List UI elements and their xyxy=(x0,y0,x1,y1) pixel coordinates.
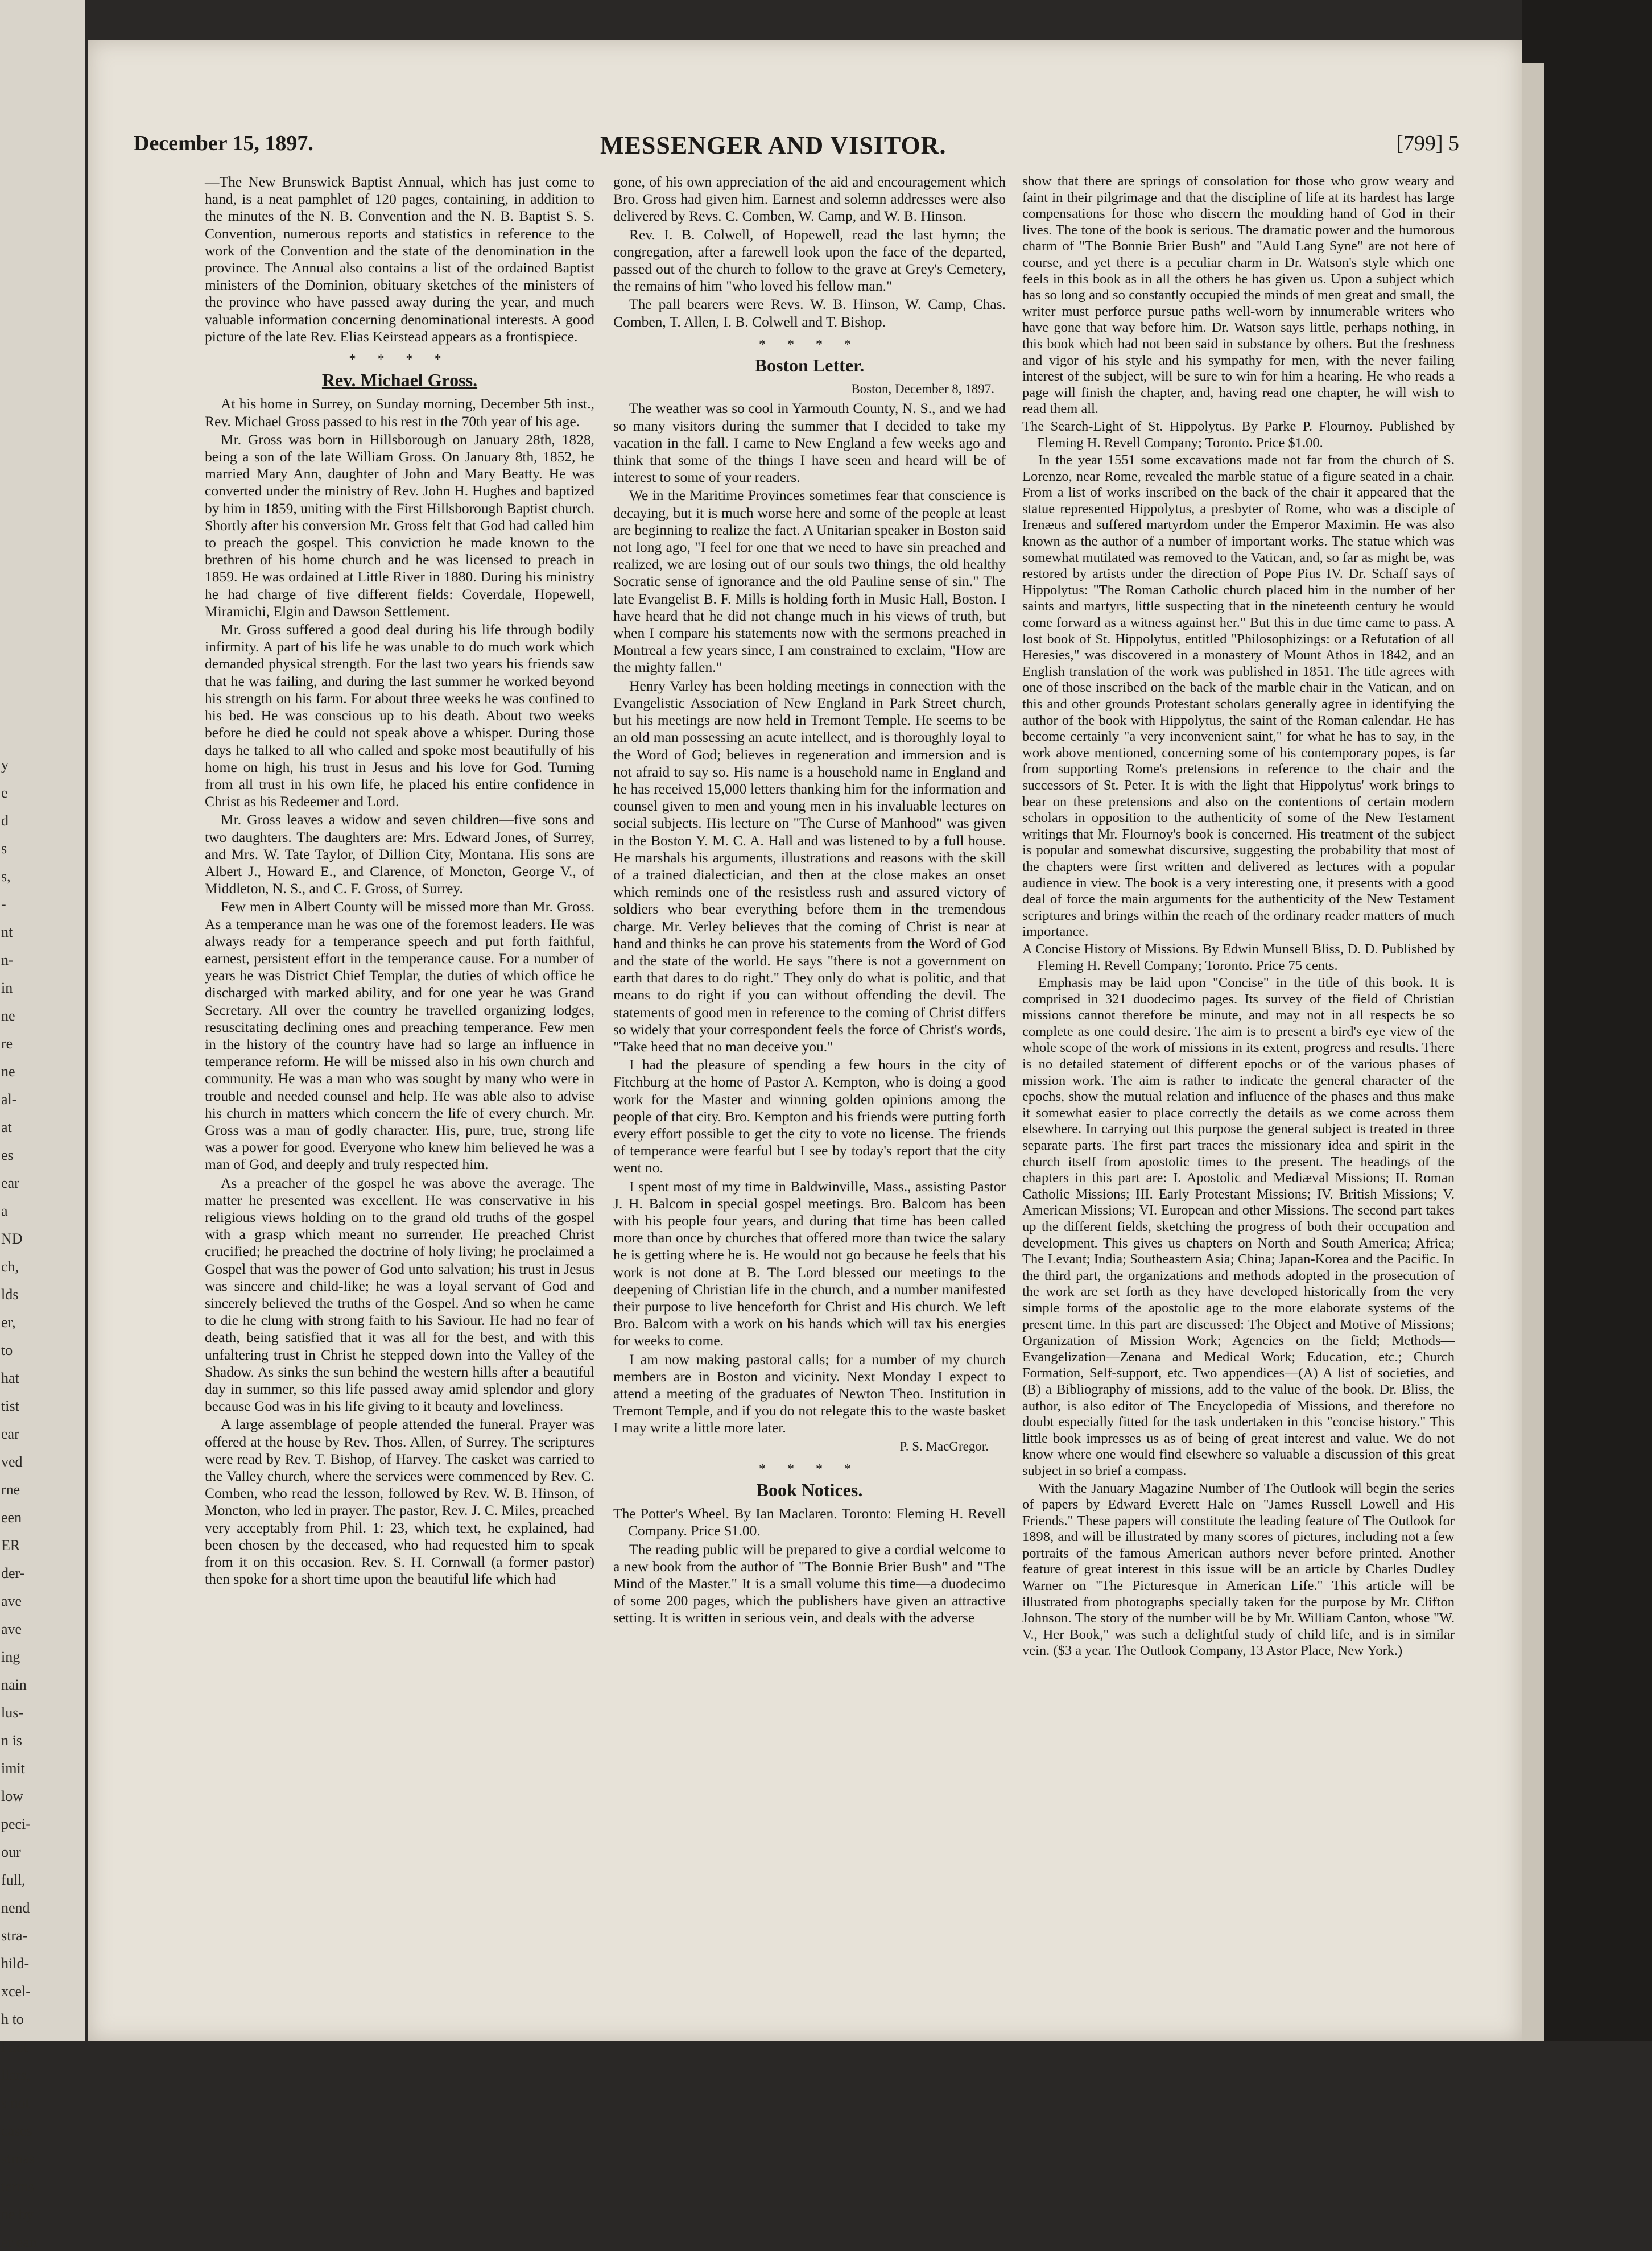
boston-letter-dateline: Boston, December 8, 1897. xyxy=(851,382,994,396)
obituary-continuation: Rev. I. B. Colwell, of Hopewell, read the last hymn; the congregation, after a farewell look upon the face of the departed, passed out of the church to follow to the grave at Grey's Cemetery, the remains of him "who loved his fellow man." xyxy=(613,226,1006,295)
gutter-text-fragment: een xyxy=(1,1509,22,1526)
annual-notice: —The New Brunswick Baptist Annual, which has just come to hand, is a neat pamphlet of 120 pages, containing, in addition to the minutes of the N. B. Convention and the N. B. Baptist S. S. Convention, numerous reports and statistics in reference to the work of the Convention and the state of the denomination in the province. The Annual also contains a list of the ordained Baptist ministers of the Dominion, obituary sketches of the ministers of the province who have passed away during the year, and much valuable information concerning denominational interests. A good picture of the late Rev. Elias Keirstead appears as a frontispiece. xyxy=(205,174,594,345)
issue-date: December 15, 1897. xyxy=(134,131,313,155)
gutter-text-fragment: stmas xyxy=(1,2150,35,2167)
gutter-text-fragment: ear xyxy=(1,1175,19,1191)
book-title: A Concise History of Missions. By Edwin Munsell Bliss, D. D. Published by Fleming H. Revell Company; Toronto. Price 75 cents. xyxy=(1022,941,1455,973)
gutter-text-fragment: n is xyxy=(1,1732,22,1749)
gutter-text-fragment: ved xyxy=(1,1453,23,1470)
column-2 xyxy=(613,174,1006,2022)
gutter-text-fragment: ing xyxy=(1,1649,20,1665)
obituary-paragraph: Mr. Gross suffered a good deal during his life through bodily infirmity. A part of his life he was unable to do much work which demanded physical strength. For the last two years his friends saw that he was failing, and during the last summer he worked beyond his strength on his farm. For about three weeks he was confined to his bed. He was conscious up to his death. About two weeks before he died he could not speak above a whisper. During those days he talked to all who called and spoke most beautifully of his home on high, his trust in Jesus and his love for God. Turning from all trust in his own life, he placed his entire confidence in Christ as his Redeemer and Lord. xyxy=(205,621,594,810)
book-review-paragraph: Emphasis may be laid upon "Concise" in the title of this book. It is comprised in 321 duodecimo pages. Its survey of the field of Christian missions cannot therefore be minute, and may not in all respects be so complete as one could desire. The aim is to present a bird's eye view of the whole scope of the work of missions in its extent, progress and results. There is no detailed statement of different epochs or of the various phases of mission work. The aim is rather to indicate the general character of the epochs, show the mutual relation and influence of the phases and thus make it somewhat easier to place correctly the details as we come across them elsewhere. In carrying out this purpose the general subject is treated in three separate parts. The first part traces the missionary idea and spirit in the church itself from apostolic times to the present. The headings of the chapters in this part are: I. Apostolic and Mediæval Missions; II. Roman Catholic Missions; III. Early Protestant Missions; IV. British Missions; V. American Missions; VI. European and other Missions. The second part takes up the different fields, sketching the progress of both their occupation and development. This gives us chapters on North and South America; Africa; The Levant; India; Southeastern Asia; China; Japan-Korea and the Pacific. In the third part, the organizations and methods adopted in the prosecution of the work are set forth as they have developed historically from the very simple forms of the apostolic age to the more elaborate systems of the present time. In this part are discussed: The Object and Motive of Missions; Organization of Mission Work; Agencies on the field; Methods—Evangelization—Zenana and Medical Work; Education, etc.; Church Formation, Self-support, etc. Two appendices—(A) A list of societies, and (B) a Bibliography of missions, add to the value of the book. Dr. Bliss, the author, is also editor of The Encyclopedia of Missions, and therefore no doubt especially fitted for the task undertaken in this "concise history." This little book impresses us as of being of great interest and value. We do not know where one would find elsewhere so valuable a discussion of this great subject in so brief a compass. xyxy=(1022,975,1455,1478)
gutter-text-fragment: xcel- xyxy=(1,1983,31,2000)
gutter-text-fragment: e xyxy=(1,784,8,801)
boston-letter-paragraph: Henry Varley has been holding meetings in connection with the Evangelistic Association of New England in Park Street church, but his meetings are now held in Tremont Temple. He seems to be an old man possessing an acute intellect, and is thoroughly loyal to the Word of God; believes in regeneration and immersion and is not afraid to say so. His name is a household name in England and he has received 15,000 letters thanking him for the information and counsel given to men and young men in his invaluable lectures on social subjects. His lecture on "The Curse of Manhood" was given in the Boston Y. M. C. A. Hall and was listened to by a full house. He marshals his arguments, illustrations and reasons with the skill of a trained dialectician, and then at the close makes an onset which reminds one of the resistless rush and assured victory of soldiers who bear everything before them in the tremendous charge. Mr. Verley believes that the coming of Christ is near at hand and thinks he can prove his statements from the Word of God and the state of the world. He says "there is not a government on earth that dares to do right." They only do what is politic, and that means to do right if you can without offending the devil. The statements of good men in reference to the coming of Christ differs so widely that your correspondent feels the force of Christ's words, "Take heed that no man deceive you." xyxy=(613,677,1006,1055)
gutter-text-fragment: ND xyxy=(1,1230,23,1247)
gutter-text-fragment: re xyxy=(1,1035,13,1052)
gutter-text-fragment: imit xyxy=(1,1760,25,1777)
gutter-text-fragment: our xyxy=(1,1844,21,1860)
gutter-text-fragment: lus- xyxy=(1,1704,23,1721)
gutter-text-fragment: ER xyxy=(1,1537,20,1554)
gutter-text-fragment: ch, xyxy=(1,1258,19,1275)
gutter-text-fragment: stra- xyxy=(1,1927,28,1944)
masthead xyxy=(134,131,1459,165)
gutter-text-fragment: rne xyxy=(1,1481,20,1498)
gutter-text-fragment: at xyxy=(1,1119,12,1135)
boston-letter-heading: Boston Letter. xyxy=(754,355,865,376)
book-review-paragraph: The reading public will be prepared to give a cordial welcome to a new book from the author of "The Bonnie Brier Bush" and "The Mind of the Master." It is a small volume this time—a duodecimo of some 200 pages, which the publishers have given an attractive setting. It is written in serious vein, and deals with the adverse xyxy=(613,1540,1006,1626)
gutter-text-fragment: - xyxy=(1,896,6,912)
gutter-text-fragment: s not xyxy=(1,2095,30,2111)
boston-letter-paragraph: We in the Maritime Provinces sometimes fear that conscience is decaying, but it is much worse here and some of the people at least are beginning to realize the fact. A Unitarian speaker in Boston said not long ago, "I feel for one that we need to have sin preached and realized, we are losing out of our souls two things, the old healthy Socratic sense of ignorance and the old Pauline sense of sin." The late Evangelist B. F. Mills is holding forth in Music Hall, Boston. I have heard that he did not change much in his views of truth, but when I compare his statements now with the sermons preached in Montreal a few years since, I am constrained to exclaim, "How are the mighty fallen." xyxy=(613,487,1006,676)
gutter-text-fragment: ne xyxy=(1,1007,15,1024)
book-notices-heading: Book Notices. xyxy=(756,1480,863,1501)
gutter-text-fragment: tist xyxy=(1,1398,19,1414)
gutter-text-fragment: llars, xyxy=(1,2067,31,2083)
obituary-paragraph: Few men in Albert County will be missed more than Mr. Gross. As a temperance man he was one of the foremost leaders. He was always ready for a temperance speech and put forth faithful, earnest, persistent effort in the temperance cause. For a number of years he was District Chief Templar, the duties of which office he discharged with marked ability, and for one year he was Grand Secretary. All over the country he travelled organizing lodges, resuscitating declining ones and preaching temperance. Few men in the history of the country have had so large an influence in temperance reform. He will be missed also in his own church and community. He was a man who was sought by many who were in trouble and needed counsel and help. He was able also to advise his church in matters which concern the life of every church. Mr. Gross was a man of godly character. His, pure, true, strong life was a power for good. Everyone who knew him believed he was a man of God, and deeply and truly respected him. xyxy=(205,898,594,1173)
gutter-text-fragment: hat xyxy=(1,1370,19,1386)
gutter-text-fragment: hild- xyxy=(1,1955,30,1972)
boston-letter-paragraph: I am now making pastoral calls; for a number of my church members are in Boston and vicinity. Next Monday I expect to attend a meeting of the graduates of Newton Theo. Institution in Tremont Temple, and if you do not relegate this to the waste basket I may write a little more later. xyxy=(613,1350,1006,1436)
gutter-text-fragment: d xyxy=(1,812,9,829)
obituary-heading: Rev. Michael Gross. xyxy=(321,370,478,391)
obituary-paragraph: At his home in Surrey, on Sunday morning, December 5th inst., Rev. Michael Gross passed to his rest in the 70th year of his age. xyxy=(205,395,594,429)
outlook-notice: With the January Magazine Number of The Outlook will begin the series of papers by Edward Everett Hale on "James Russell Lowell and His Friends." These papers will constitute the leading feature of The Outlook for 1898, and will be illustrated by many scores of pictures, including not a few portraits of the famous American authors never before printed. Another feature of great interest in this issue will be an article by Charles Dudley Warner on "The Picturesque in American Life." This article will be illustrated from photographs specially taken for the purpose by Mr. Clifton Johnson. The story of the number will be by Mr. William Canton, whose "W. V., Her Book," was such a delightful study of child life, and is in similar vein. ($3 a year. The Outlook Company, 13 Astor Place, New York.) xyxy=(1022,1480,1455,1659)
separator-stars: * * * * xyxy=(759,1461,860,1477)
gutter-text-fragment: ave xyxy=(1,1621,22,1637)
gutter-text-fragment: s xyxy=(1,840,7,857)
gutter-text-fragment: y xyxy=(1,757,9,773)
gutter-text-fragment: nend xyxy=(1,1899,30,1916)
obituary-paragraph: Mr. Gross leaves a widow and seven children—five sons and two daughters. The daughters are: Mrs. Edward Jones, of Surrey, and Mrs. W. Tate Taylor, of Dillion City, Montana. His sons are Albert J., Howard E., and Clarence, of Moncton, George V., of Middleton, N. S., and C. F. Gross, of Surrey. xyxy=(205,811,594,897)
gutter-text-fragment: ear xyxy=(1,1426,19,1442)
obituary-paragraph: Mr. Gross was born in Hillsborough on January 28th, 1828, being a son of the late William Gross. On January 8th, 1852, he married Mary Ann, daughter of John and Mary Beatty. He was converted under the ministry of Rev. John H. Hughes and baptized by him in 1859, uniting with the First Hillsborough Baptist church. Shortly after his conversion Mr. Gross felt that God had called him to preach the gospel. This conviction he made known to the brethren of his home church and he was licensed to preach in 1859. He was ordained at Little River in 1880. During his ministry he had charge of five different fields: Coverdale, Hopewell, Miramichi, Elgin and Dawson Settlement. xyxy=(205,431,594,619)
gutter-text-fragment: al- xyxy=(1,1091,17,1108)
gutter-text-fragment: es xyxy=(1,1147,14,1163)
adjacent-page-fragment xyxy=(0,0,85,2250)
newspaper-title: MESSENGER AND VISITOR. xyxy=(600,131,947,159)
boston-letter-signature: P. S. MacGregor. xyxy=(899,1439,989,1453)
gutter-text-fragment: a xyxy=(1,1203,8,1219)
gutter-text-fragment: n- xyxy=(1,952,14,968)
gutter-text-fragment: low xyxy=(1,1788,23,1804)
separator-stars: * * * * xyxy=(349,352,451,367)
boston-letter-paragraph: The weather was so cool in Yarmouth County, N. S., and we had so many visitors during the summer that I decided to take my vacation in the fall. I came to New England a few weeks ago and think that some of the things I have seen and heard will be of interest to some of your readers. xyxy=(613,400,1006,486)
page-number: [799] 5 xyxy=(1396,131,1459,155)
gutter-text-fragment: nain xyxy=(1,1676,27,1693)
gutter-text-fragment: l not xyxy=(1,2039,28,2055)
gutter-text-fragment: h to xyxy=(1,2011,24,2027)
gutter-text-fragment: er ean xyxy=(1,2234,37,2250)
obituary-paragraph: A large assemblage of people attended the funeral. Prayer was offered at the house by Rev. Thos. Allen, of Surrey. The scriptures were read by Rev. T. Bishop, of Harvey. The casket was carried to the Valley church, where the services were commenced by Rev. C. Comben, who read the lesson, followed by Rev. W. B. Hinson, of Moncton, who led in prayer. The pastor, Rev. J. C. Miles, preached very acceptably from Phil. 1: 23, which text, he explained, had been chosen by the deceased, who had requested him to speak from it on this occasion. Rev. S. H. Cornwall (a former pastor) then spoke for a short time upon the beautiful life which had xyxy=(205,1416,594,1588)
gutter-text-fragment: er, xyxy=(1,1314,16,1331)
separator-stars: * * * * xyxy=(759,337,860,352)
obituary-paragraph: As a preacher of the gospel he was above the average. The matter he presented was excellent. He was conservative in his religious views holding on to the grand old truths of the gospel with a grasp which meant no surrender. He preached Christ crucified; he preached the doctrine of holy living; he proclaimed a Gospel that was the power of God unto salvation; his trust in Jesus was sincere and child-like; he was a loyal servant of God and sincerely believed the truths of the Gospel. And so when he came to die he clung with strong faith to his Saviour. He had no fear of death, being satisfied that it was all for the best, and with this unfaltering trust in Christ he stepped down into the Valley of the Shadow. As sinks the sun behind the western hills after a beautiful day in summer, so this life passed away amid splendor and glory because God was in his life giving to it beauty and loveliness. xyxy=(205,1174,594,1415)
obituary-continuation: gone, of his own appreciation of the aid and encouragement which Bro. Gross had given him. Earnest and solemn addresses were also delivered by Revs. C. Comben, W. Camp, and W. B. Hinson. xyxy=(613,174,1006,225)
gutter-text-fragment: lds xyxy=(1,1286,19,1303)
boston-letter-paragraph: I had the pleasure of spending a few hours in the city of Fitchburg at the home of Pastor A. Kempton, who is doing a good work for the Master and winning golden opinions among the people of that city. Bro. Kempton and his friends were putting forth every effort possible to get the city to vote no license. The friends of temperance were fearful but I see by today's report that the city went no. xyxy=(613,1056,1006,1176)
column-1 xyxy=(205,174,594,2022)
gutter-text-fragment: full, xyxy=(1,1872,26,1888)
book-title: The Potter's Wheel. By Ian Maclaren. Toronto: Fleming H. Revell Company. Price $1.00. xyxy=(613,1505,1006,1539)
gutter-text-fragment: ne xyxy=(1,1063,15,1080)
gutter-text-fragment: der- xyxy=(1,1565,25,1581)
gutter-text-fragment: terms xyxy=(1,2178,34,2195)
gutter-text-fragment: peci- xyxy=(1,1816,31,1832)
gutter-text-fragment: cases xyxy=(1,2122,32,2139)
book-review-paragraph: In the year 1551 some excavations made not far from the church of S. Lorenzo, near Rome, revealed the marble statue of a figure seated in a chair. From a list of works inscribed on the back of the chair it appeared that the statue represented Hippolytus, a presbyter of Rome, who was a disciple of Irenæus and suffered martyrdom under the Emperor Maximin. He was also known as the author of a number of important works. The statue which was somewhat mutilated was removed to the Vatican, and, so far as might be, was restored by artists under the direction of Pope Pius IV. Dr. Schaff says of Hippolytus: "The Roman Catholic church placed him in the number of her saints and martyrs, little suspecting that in the nineteenth century he would come forward as a witness against her." But this in due time came to pass. A lost book of St. Hippolytus, entitled "Philosophizings: or a Refutation of all Heresies," was discovered in a monastery of Mount Athos in 1842, and an English translation of the work was published in 1851. The title agrees with one of those inscribed on the back of the marble chair in the Vatican, and on this and other grounds Protestant scholars generally agree in identifying the author of the book with Hippolytus, the saint of the Roman calendar. He has become certainly "a very inconvenient saint," for what he has to say, in the work above mentioned, concerning some of his contemporary popes, is far from supporting Rome's pretensions in reference to the chair and the successors of St. Peter. It is with the light that Hippolytus' work brings to bear on these pretensions and also on the contentions of certain modern scholars in opposition to the authenticity of some of the New Testament writings that Mr. Flournoy's book is concerned. His treatment of the subject is popular and somewhat discursive, suggesting the probability that most of the chapters were first written and delivered as lectures with a popular audience in view. The book is a very interesting one, it presents with a good deal of force the main arguments for the authenticity of the New Testament scriptures and brings within the reach of the ordinary reader matters of much importance. xyxy=(1022,452,1455,940)
column-3 xyxy=(1022,174,1455,2022)
boston-letter-paragraph: I spent most of my time in Baldwinville, Mass., assisting Pastor J. H. Balcom in special gospel meetings. Bro. Balcom has been with his people four years, and during that time has been called more than once by churches that offered more than twice the salary he is getting where he is. He would not go because he feels that his work is not done at B. The Lord blessed our meetings to the deepening of Christian life in the church, and a number manifested their purpose to live henceforth for Christ and His church. We left Bro. Balcom with a work on his hands which will tax his energies for weeks to come. xyxy=(613,1178,1006,1349)
gutter-text-fragment: in xyxy=(1,980,13,996)
scan-edge xyxy=(1522,0,1652,2041)
gutter-text-fragment: to xyxy=(1,1342,13,1358)
gutter-text-fragment: ne by xyxy=(1,2206,34,2223)
gutter-text-fragment: ave xyxy=(1,1593,22,1609)
gutter-text-fragment: s, xyxy=(1,868,11,885)
gutter-text-fragment: nt xyxy=(1,924,13,940)
obituary-continuation: The pall bearers were Revs. W. B. Hinson, W. Camp, Chas. Comben, T. Allen, I. B. Colwell and T. Bishop. xyxy=(613,296,1006,330)
book-title: The Search-Light of St. Hippolytus. By Parke P. Flournoy. Published by Fleming H. Revell Company; Toronto. Price $1.00. xyxy=(1022,418,1455,451)
book-review-paragraph: show that there are springs of consolation for those who grow weary and faint in their pilgrimage and that the discipline of life at its hardest has large compensations for those who discern the moulding hand of God in their lives. The tone of the book is serious. The dramatic power and the humorous charm of "The Bonnie Brier Bush" and "Auld Lang Syne" are not here of course, and yet there is a peculiar charm in Dr. Watson's style which one feels in this book as in all the others he has given us. Upon a subject which has so long and so constantly occupied the minds of men great and small, the writer must perforce pursue paths well-worn by innumerable writers who have gone that way before him. Dr. Watson says little, perhaps nothing, in this book which had not been said in substance by others. But the freshness and vigor of his style and his sympathy for men, with the never failing interest of the subject, will be sure to win for him a hearing. He who reads a page will finish the chapter, and, having read one chapter, he will wish to read them all. xyxy=(1022,174,1455,417)
